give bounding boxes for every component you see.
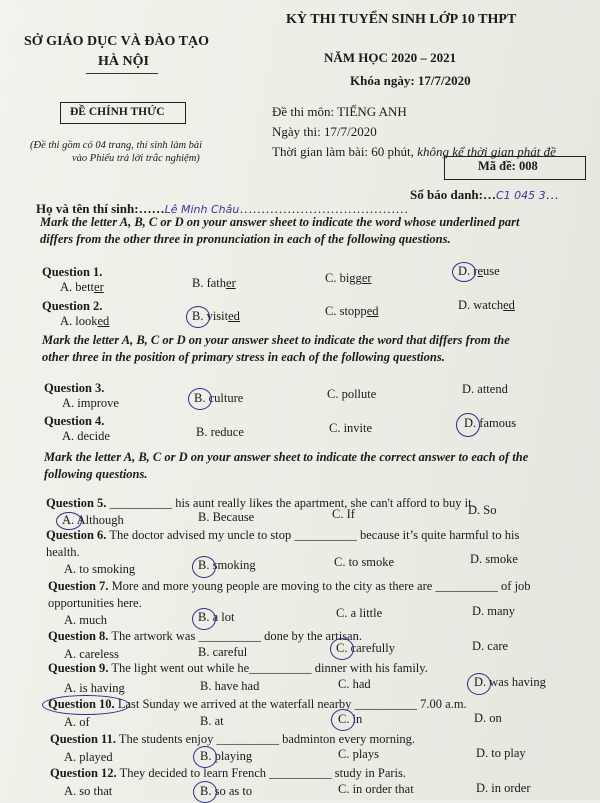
department-city: HÀ NỘI — [98, 54, 149, 69]
answer-circle-q2 — [186, 306, 210, 328]
q5-option-d: D. So — [468, 503, 497, 517]
question-6-label: Question 6. — [46, 528, 107, 542]
question-9-text: The light went out while he__________ dinner with his family. — [111, 661, 428, 675]
duration-text: Thời gian làm bài: 60 phút, — [272, 144, 414, 159]
q1d-text: D. r — [458, 264, 478, 278]
q4-option-c: C. invite — [329, 421, 373, 435]
exam-title: KỲ THI TUYỂN SINH LỚP 10 THPT — [286, 12, 517, 27]
q2c-underlined: ed — [366, 304, 379, 318]
answer-circle-q1 — [452, 262, 476, 282]
question-8-label: Question 8. — [48, 629, 109, 643]
question-8-text: The artwork was __________ done by the artisan. — [111, 629, 362, 643]
answer-circle-q3 — [188, 388, 212, 410]
answer-circle-q8 — [330, 638, 354, 660]
question-5-row — [46, 496, 475, 511]
pages-note-line1: (Đề thi gồm có 04 trang, thí sinh làm bài — [30, 140, 203, 151]
answer-circle-q4 — [456, 413, 480, 437]
q3-option-b: B. culture — [194, 391, 244, 405]
q6-option-d: D. smoke — [470, 552, 518, 566]
q11-option-a: A. played — [64, 750, 113, 764]
q2d-underlined: ed — [503, 298, 515, 312]
test-day: Ngày thi: 17/7/2020 — [272, 124, 377, 139]
candidate-number-handwritten: C1 045 3 — [495, 189, 546, 202]
q12-option-b: B. so as to — [200, 784, 253, 798]
question-6-text: The doctor advised my uncle to stop __________ because it’s quite harmful to his — [109, 528, 520, 542]
question-10-label: Question 10. — [48, 697, 115, 711]
q2b-text: B. visit — [192, 309, 229, 323]
question-6-row — [46, 528, 519, 543]
q1b-text: B. fath — [192, 276, 227, 290]
question-7-row — [48, 579, 531, 594]
q12-option-a: A. so that — [64, 784, 113, 798]
answer-circle-q9 — [467, 673, 491, 695]
candidate-number-row — [410, 187, 559, 203]
question-7-text-cont: opportunities here. — [48, 596, 142, 610]
q2b-underlined: ed — [228, 309, 240, 323]
q1a-underlined: er — [94, 280, 104, 294]
subject-line — [272, 104, 407, 120]
section1-instruction-l1: Mark the letter A, B, C or D on your answer sheet to indicate the word whose underlined part — [40, 215, 520, 229]
duration-note: không kể thời gian phát đề — [417, 144, 556, 159]
question-11-row — [50, 732, 415, 747]
question-10-circle — [42, 695, 130, 715]
q8-option-c: C. carefully — [336, 641, 396, 655]
q7-option-d: D. many — [472, 604, 516, 618]
q5-option-c: C. If — [332, 507, 355, 521]
q6-option-a: A. to smoking — [64, 562, 136, 576]
q2-option-a — [60, 314, 109, 329]
candidate-number-label: Số báo danh:… — [410, 187, 496, 202]
q11-option-b: B. playing — [200, 749, 253, 763]
q2a-text: A. look — [60, 314, 98, 328]
q5-blank: __________ — [109, 496, 173, 510]
q3-option-c: C. pollute — [327, 387, 377, 401]
q8-option-d: D. care — [472, 639, 509, 653]
q4-option-a: A. decide — [62, 429, 110, 443]
q1-option-c — [325, 271, 372, 286]
question-7-text: More and more young people are moving to the city as there are __________ of job — [111, 579, 531, 593]
question-11-text: The students enjoy __________ badminton every morning. — [118, 732, 416, 746]
q10-option-d: D. on — [474, 711, 502, 725]
question-2-label: Question 2. — [42, 299, 103, 313]
q1d-underlined: e — [477, 264, 484, 278]
candidate-name-label: Họ và tên thí sinh:…… — [36, 201, 165, 216]
section2-instruction-l2: other three in the position of primary stress in each of the following questions. — [42, 350, 445, 364]
answer-circle-q10 — [331, 709, 355, 731]
question-12-row — [50, 766, 406, 781]
q2-option-c — [325, 304, 379, 319]
question-11-label: Question 11. — [50, 732, 116, 746]
candidate-name-handwritten: Lê Minh Châu — [164, 203, 240, 216]
q5-option-a: A. Although — [62, 513, 124, 527]
question-12-text: They decided to learn French __________ study in Paris. — [119, 766, 406, 780]
question-9-row — [48, 661, 428, 676]
q2a-underlined: ed — [97, 314, 110, 328]
question-1-label: Question 1. — [42, 265, 103, 279]
q1a-text: A. bett — [60, 280, 95, 294]
exam-code: Mã đề: 008 — [478, 159, 538, 173]
answer-circle-q7 — [192, 608, 216, 630]
q3-option-a: A. improve — [62, 396, 119, 410]
q7-option-b: B. a lot — [198, 610, 235, 624]
q12-option-d: D. in order — [476, 781, 531, 795]
q11-option-c: C. plays — [338, 747, 379, 761]
question-8-row — [48, 629, 362, 644]
question-10-text: Last Sunday we arrived at the waterfall nearby __________ 7.00 a.m. — [117, 697, 467, 711]
section3-instruction-l1: Mark the letter A, B, C or D on your answer sheet to indicate the correct answer to each of the — [44, 450, 529, 464]
header-rule-left — [86, 73, 158, 74]
question-9-label: Question 9. — [48, 661, 109, 675]
q4-option-d: D. famous — [464, 416, 517, 430]
q9-option-d: D. was having — [474, 675, 546, 689]
q10-option-c: C. in — [338, 712, 363, 726]
exam-date: Khóa ngày: 17/7/2020 — [350, 73, 471, 88]
q1d-rest: use — [483, 264, 500, 278]
q1-option-a — [60, 280, 104, 295]
q5-option-b: B. Because — [198, 510, 255, 524]
department-name: SỞ GIÁO DỤC VÀ ĐÀO TẠO — [24, 34, 210, 49]
q6-option-b: B. smoking — [198, 558, 256, 572]
subject-text: Đề thi môn: TIẾNG ANH — [272, 104, 407, 119]
candidate-number-dots: … — [545, 187, 559, 202]
q6-option-c: C. to smoke — [334, 555, 395, 569]
question-4-label: Question 4. — [44, 414, 105, 428]
q2c-text: C. stopp — [325, 304, 367, 318]
question-7-label: Question 7. — [48, 579, 109, 593]
q8-option-b: B. careful — [198, 645, 248, 659]
q2d-text: D. watch — [458, 298, 504, 312]
q12-option-c: C. in order that — [338, 782, 414, 796]
answer-circle-q11 — [193, 746, 217, 768]
section2-instruction-l1: Mark the letter A, B, C or D on your answer sheet to indicate the word that differs from the — [42, 333, 510, 347]
q9-option-b: B. have had — [200, 679, 260, 693]
question-12-label: Question 12. — [50, 766, 117, 780]
q7-option-c: C. a little — [336, 606, 383, 620]
q2-option-d — [458, 298, 515, 313]
question-6-text-cont: health. — [46, 545, 80, 559]
q1c-underlined: er — [361, 271, 372, 285]
pages-note-line2: vào Phiếu trả lời trắc nghiệm) — [72, 153, 200, 164]
q11-option-d: D. to play — [476, 746, 526, 760]
question-3-label: Question 3. — [44, 381, 105, 395]
section1-instruction-l2: differs from the other three in pronunciation in each of the following questions. — [40, 232, 451, 246]
q3-option-d: D. attend — [462, 382, 508, 396]
answer-circle-q6 — [192, 556, 216, 578]
q4-option-b: B. reduce — [196, 425, 244, 439]
q1b-underlined: er — [226, 276, 236, 290]
official-label: ĐỀ CHÍNH THỨC — [70, 106, 165, 118]
q7-option-a: A. much — [64, 613, 108, 627]
candidate-name-dots: ………………………………… — [239, 201, 409, 216]
q10-option-a: A. of — [64, 715, 90, 729]
q8-option-a: A. careless — [64, 647, 119, 661]
school-year: NĂM HỌC 2020 – 2021 — [324, 50, 457, 65]
q9-option-a: A. is having — [64, 681, 125, 695]
question-5-label: Question 5. — [46, 496, 107, 510]
q1-option-b — [192, 276, 236, 291]
question-5-text: his aunt really likes the apartment, she can't afford to buy it. — [175, 496, 475, 510]
q1c-text: C. bigg — [325, 271, 362, 285]
q9-option-c: C. had — [338, 677, 371, 691]
q10-option-b: B. at — [200, 714, 224, 728]
section3-instruction-l2: following questions. — [44, 467, 148, 481]
